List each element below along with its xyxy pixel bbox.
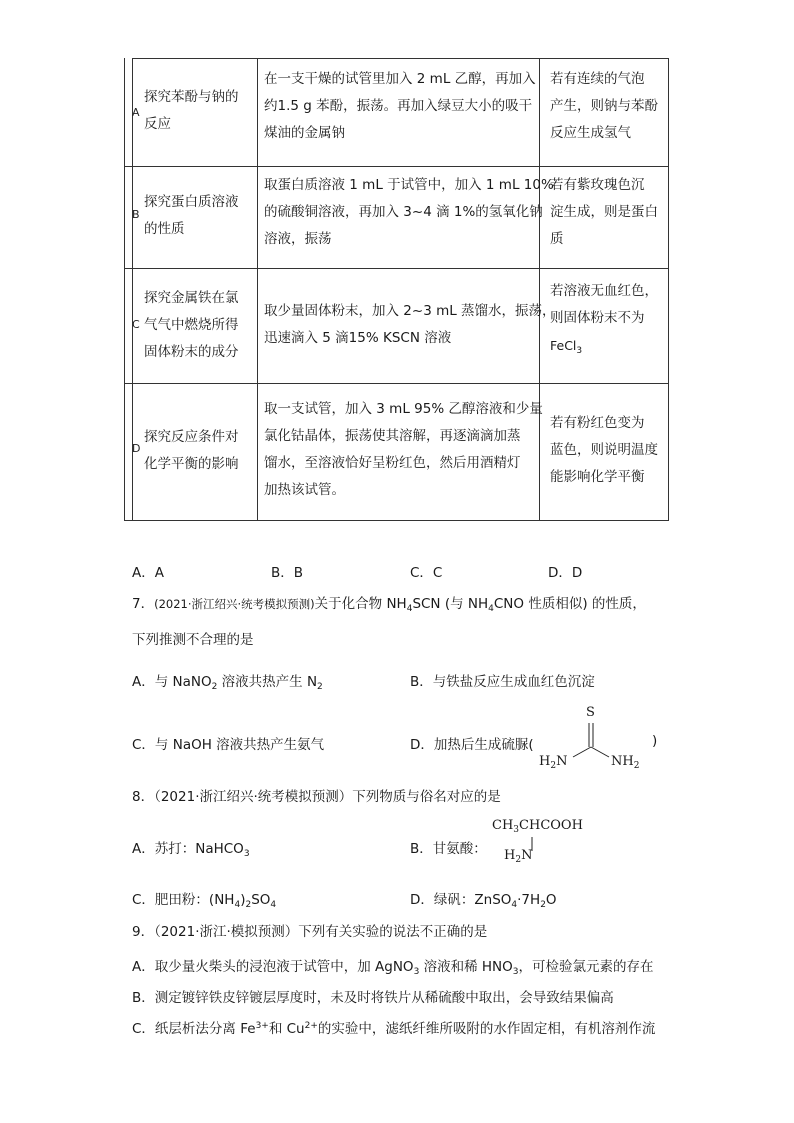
purpose-cell: 探究蛋白质溶液 的性质 bbox=[144, 194, 239, 237]
q6-option-a[interactable]: A．A bbox=[132, 565, 164, 581]
purpose-cell: 探究苯酚与钠的 反应 bbox=[144, 89, 239, 132]
table-border-left bbox=[124, 58, 125, 521]
row-label: D bbox=[132, 442, 141, 455]
operation-cell: 在一支干燥的试管里加入 2 mL 乙醇，再加入 约1.5 g 苯酚，振荡。再加入绿豆大小的吸干 煤油的金属钠 bbox=[264, 71, 536, 141]
table-border-bottom bbox=[124, 520, 669, 521]
q8-option-b[interactable]: B．甘氨酸： bbox=[410, 841, 487, 857]
row-label: A bbox=[132, 106, 140, 119]
table-border-right bbox=[668, 58, 669, 521]
q7-option-b[interactable]: B．与铁盐反应生成血红色沉淀 bbox=[410, 674, 595, 690]
q6-option-d[interactable]: D．D bbox=[548, 565, 583, 581]
operation-cell: 取蛋白质溶液 1 mL 于试管中，加入 1 mL 10% 的硫酸铜溶液，再加入 3~4 滴 1%的氢氧化钠 溶液，振荡 bbox=[264, 177, 554, 247]
table-row-divider bbox=[124, 268, 669, 269]
table-row-divider bbox=[124, 166, 669, 167]
conclusion-cell: 若有粉红色变为 蓝色，则说明温度 能影响化学平衡 bbox=[550, 415, 658, 485]
purpose-cell: 探究反应条件对 化学平衡的影响 bbox=[144, 429, 239, 472]
q9-option-a[interactable]: A．取少量火柴头的浸泡液于试管中，加 AgNO$_3$ 溶液和稀 $HNO_3$，可检验氯元素的存在 bbox=[132, 959, 654, 977]
conclusion-cell: 若溶液无血红色， 则固体粉末不为 FeCl$_3$ bbox=[550, 283, 658, 356]
thiourea-sulfur: S bbox=[586, 705, 595, 720]
thiourea-structure bbox=[535, 705, 650, 775]
fecl3-formula: FeCl bbox=[550, 338, 577, 353]
thiourea-left-amine: $H_2N$ bbox=[539, 754, 568, 771]
q9-option-c[interactable]: C．纸层析法分离 $Fe^{3+}$和 $Cu^{2+}$的实验中，滤纸纤维所吸附的水作固定相，有机溶剂作流 bbox=[132, 1021, 656, 1037]
conclusion-cell: 若有紫玫瑰色沉 淀生成，则是蛋白 质 bbox=[550, 177, 658, 247]
q8-option-d[interactable]: D．绿矾：$ZnSO_4\cdot 7H_2O$ bbox=[410, 892, 557, 910]
q8-option-c[interactable]: C．肥田粉：$(NH_4)_2SO_4$ bbox=[132, 892, 277, 910]
q9-stem: 9．（2021·浙江·模拟预测）下列有关实验的说法不正确的是 bbox=[132, 924, 488, 940]
q7-stem-line2: 下列推测不合理的是 bbox=[132, 632, 254, 648]
table-border-top bbox=[132, 58, 669, 59]
glycine-structure bbox=[492, 818, 602, 868]
q9-option-b[interactable]: B．测定镀锌铁皮锌镀层厚度时，未及时将铁片从稀硫酸中取出，会导致结果偏高 bbox=[132, 990, 614, 1006]
operation-cell: 取一支试管，加入 3 mL 95% 乙醇溶液和少量 氯化钴晶体，振荡使其溶解，再逐滴滴加蒸 馏水，至溶液恰好呈粉红色，然后用酒精灯 加热该试管。 bbox=[264, 401, 543, 498]
q8-option-a[interactable]: A．苏打：NaHCO$_3$ bbox=[132, 841, 250, 859]
q6-option-b[interactable]: B．B bbox=[271, 565, 304, 581]
experiment-table bbox=[124, 58, 669, 521]
operation-cell: 取少量固体粉末，加入 2~3 mL 蒸馏水，振荡， 迅速滴入 5 滴15% KSCN 溶液 bbox=[264, 303, 556, 346]
purpose-cell: 探究金属铁在氯 气气中燃烧所得 固体粉末的成分 bbox=[144, 290, 239, 360]
q7-stem: 7．(2021·浙江绍兴·统考模拟预测)关于化合物 $NH_4SCN$ (与 $NH_4CNO$ 性质相似) 的性质， bbox=[132, 596, 646, 614]
q6-option-c[interactable]: C．C bbox=[410, 565, 443, 581]
q7-option-d[interactable]: D．加热后生成硫脲( bbox=[410, 737, 534, 753]
glycine-top: $CH_3CHCOOH$ bbox=[492, 818, 583, 835]
q7-option-a[interactable]: A．与 NaNO$_2$ 溶液共热产生 $N_2$ bbox=[132, 674, 323, 692]
glycine-bottom: $H_2N$ bbox=[504, 848, 533, 865]
q8-stem: 8．（2021·浙江绍兴·统考模拟预测）下列物质与俗名对应的是 bbox=[132, 789, 501, 805]
q7-option-d-close: ) bbox=[652, 733, 658, 749]
row-label: B bbox=[132, 208, 140, 221]
q7-option-c[interactable]: C．与 NaOH 溶液共热产生氨气 bbox=[132, 737, 325, 753]
row-label: C bbox=[132, 318, 140, 331]
conclusion-cell: 若有连续的气泡 产生，则钠与苯酚 反应生成氢气 bbox=[550, 71, 658, 141]
table-row-divider bbox=[124, 383, 669, 384]
thiourea-right-amine: $NH_2$ bbox=[611, 754, 640, 771]
table-col-divider bbox=[257, 58, 258, 521]
